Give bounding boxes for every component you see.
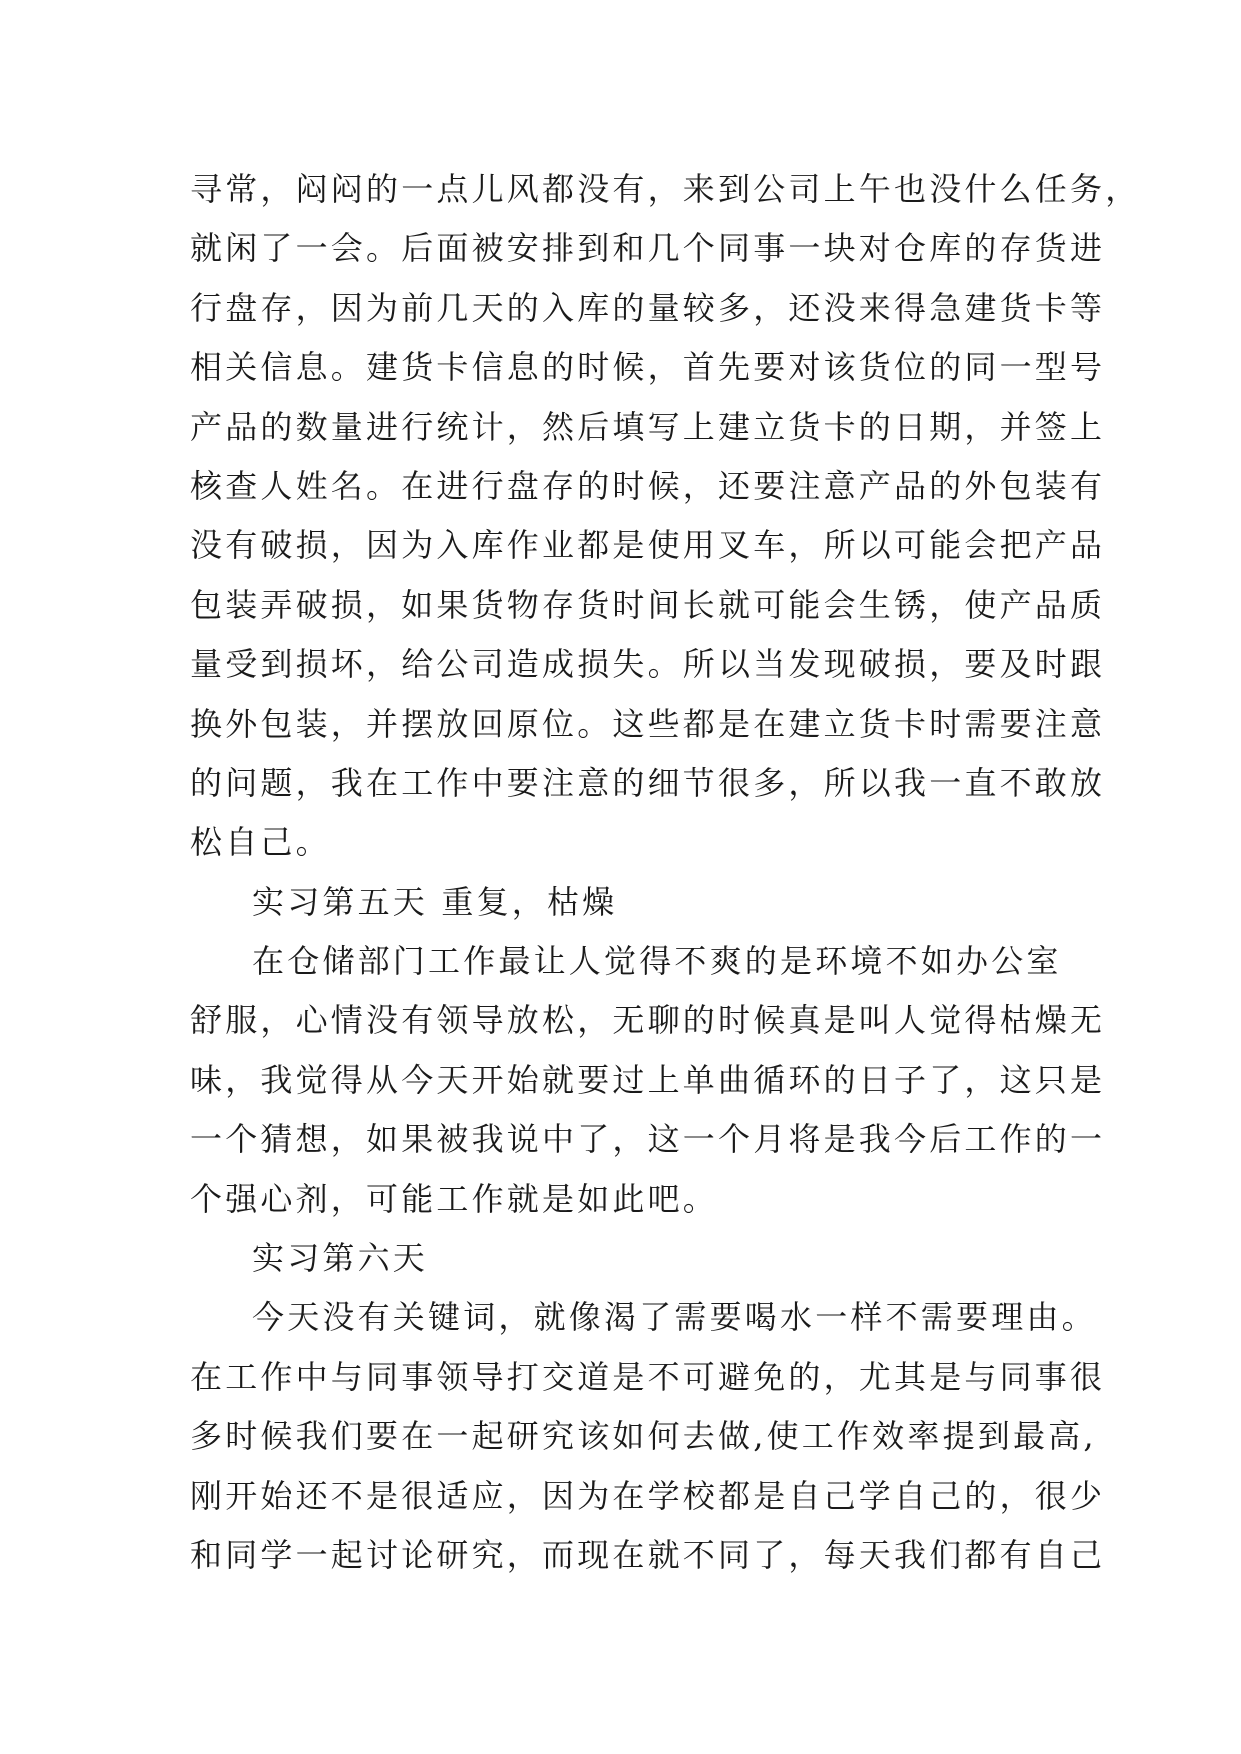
text-line: 换外包装，并摆放回原位。这些都是在建立货卡时需要注意 bbox=[190, 704, 1106, 743]
text-line: 没有破损，因为入库作业都是使用叉车，所以可能会把产品 bbox=[190, 526, 1106, 565]
paragraph-first-line: 在仓储部门工作最让人觉得不爽的是环境不如办公室 bbox=[252, 942, 1062, 981]
section-heading: 实习第六天 bbox=[252, 1239, 429, 1278]
text-line: 一个猜想，如果被我说中了，这一个月将是我今后工作的一 bbox=[190, 1120, 1106, 1159]
text-line: 刚开始还不是很适应，因为在学校都是自己学自己的，很少 bbox=[190, 1476, 1106, 1515]
text-line: 在工作中与同事领导打交道是不可避免的，尤其是与同事很 bbox=[190, 1357, 1106, 1396]
text-line: 的问题，我在工作中要注意的细节很多，所以我一直不敢放 bbox=[190, 763, 1106, 802]
text-line: 个强心剂，可能工作就是如此吧。 bbox=[190, 1179, 719, 1218]
text-line: 多时候我们要在一起研究该如何去做,使工作效率提到最高, bbox=[190, 1417, 1097, 1456]
text-line: 包装弄破损，如果货物存货时间长就可能会生锈，使产品质 bbox=[190, 585, 1106, 624]
text-line: 和同学一起讨论研究，而现在就不同了，每天我们都有自己 bbox=[190, 1535, 1106, 1574]
text-line: 产品的数量进行统计，然后填写上建立货卡的日期，并签上 bbox=[190, 407, 1106, 446]
text-line: 量受到损坏，给公司造成损失。所以当发现破损，要及时跟 bbox=[190, 645, 1106, 684]
text-line: 舒服，心情没有领导放松，无聊的时候真是叫人觉得枯燥无 bbox=[190, 1001, 1106, 1040]
text-line: 味，我觉得从今天开始就要过上单曲循环的日子了，这只是 bbox=[190, 1060, 1106, 1099]
text-line: 行盘存，因为前几天的入库的量较多，还没来得急建货卡等 bbox=[190, 288, 1106, 327]
text-line: 相关信息。建货卡信息的时候，首先要对该货位的同一型号 bbox=[190, 348, 1106, 387]
section-heading: 实习第五天 重复，枯燥 bbox=[252, 882, 618, 921]
paragraph-first-line: 今天没有关键词，就像渴了需要喝水一样不需要理由。 bbox=[252, 1298, 1097, 1337]
document-body bbox=[190, 160, 1141, 1585]
text-line: 核查人姓名。在进行盘存的时候，还要注意产品的外包装有 bbox=[190, 466, 1106, 505]
text-line: 松自己。 bbox=[190, 823, 331, 862]
text-line: 寻常，闷闷的一点儿风都没有，来到公司上午也没什么任务， bbox=[190, 170, 1141, 208]
text-line: 就闲了一会。后面被安排到和几个同事一块对仓库的存货进 bbox=[190, 229, 1106, 268]
